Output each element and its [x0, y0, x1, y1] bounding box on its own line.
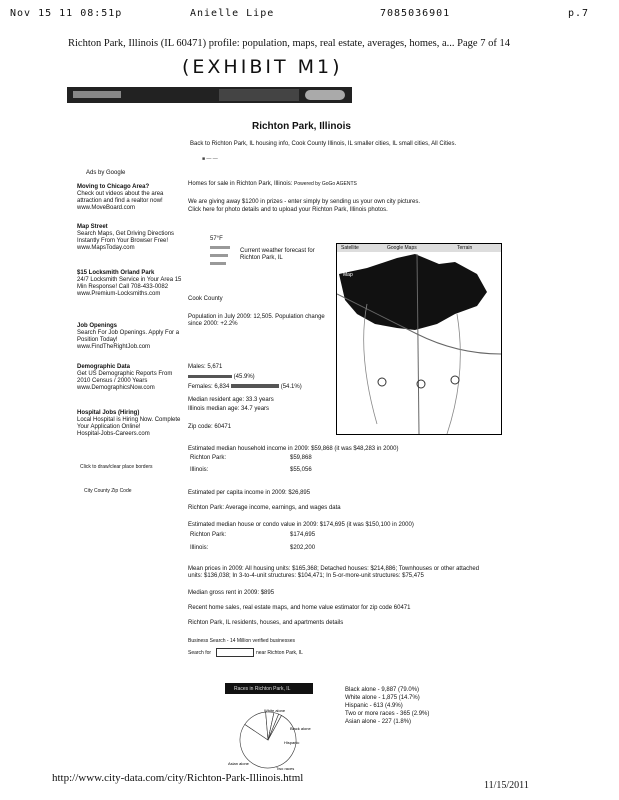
page-title: Richton Park, Illinois [252, 121, 351, 132]
ad-title[interactable]: Job Openings [77, 323, 118, 329]
map-tab-terrain[interactable]: Terrain [457, 245, 473, 251]
powered-by: Powered by GoGo AGENTS [294, 181, 357, 187]
race-chart-title: Races in Richton Park, IL [234, 686, 291, 692]
ad-item[interactable] [77, 410, 185, 438]
ad-title[interactable]: Moving to Chicago Area? [77, 184, 150, 190]
fax-sender: Anielle Lipe [190, 8, 275, 19]
business-search-label: Business Search - 14 Million verified businesses [188, 638, 295, 644]
ad-title[interactable]: Hospital Jobs (Hiring) [77, 410, 140, 416]
race-legend-item: Hispanic - 613 (4.9%) [345, 703, 403, 709]
race-legend-item: Two or more races - 365 (2.9%) [345, 711, 430, 717]
ad-title[interactable]: Map Street [77, 224, 108, 230]
hv-row-label: Illinois: [190, 545, 209, 551]
hh-row-value: $55,056 [290, 467, 312, 473]
map-graphic [337, 244, 501, 434]
highway-marker [451, 376, 459, 384]
weather-temp: 57°F [210, 236, 223, 242]
ad-url[interactable]: www.MoveBoard.com [77, 205, 136, 211]
homes-sale-text[interactable]: Homes for sale in Richton Park, Illinois: [188, 181, 293, 187]
ad-item[interactable] [77, 364, 185, 392]
search-input[interactable] [216, 648, 254, 657]
hh-row-label: Illinois: [190, 467, 209, 473]
site-header-bar [67, 87, 352, 103]
house-value-text: Estimated median house or condo value in 2009: $174,695 (it was $150,100 in 2000) [188, 522, 414, 528]
race-legend [345, 686, 429, 726]
weather-line [210, 254, 228, 257]
browser-title: Richton Park, Illinois (IL 60471) profile: population, maps, real estate, averages, homes, a... Page 7 of 14 [68, 38, 510, 49]
males-row [188, 374, 255, 381]
ad-body: Search Maps, Get Driving Directions Instantly From Your Browser Free! [77, 231, 175, 244]
county-link[interactable]: Cook County [188, 296, 223, 302]
exhibit-label: (EXHIBIT M1) [182, 56, 343, 78]
race-pie-chart [228, 700, 318, 778]
header-banner [219, 89, 299, 101]
ad-body: Check out videos about the area attraction and find a realtor now! [77, 191, 164, 204]
ad-url[interactable]: www.MapsToday.com [77, 245, 135, 251]
site-logo[interactable] [73, 91, 121, 98]
males-bar [188, 375, 232, 378]
males-pct: (45.9%) [233, 374, 255, 380]
pie-label: Asian alone [228, 761, 249, 766]
median-age-illinois: Illinois median age: 34.7 years [188, 406, 270, 412]
ad-body: Get US Demographic Reports From 2010 Census / 2000 Years [77, 371, 173, 384]
ads-by-google: Ads by Google [86, 170, 126, 176]
fax-phone: 7085036901 [380, 8, 451, 19]
median-age-resident: Median resident age: 33.3 years [188, 397, 274, 403]
ad-url[interactable]: Hospital-Jobs-Careers.com [77, 431, 150, 437]
females-text: Females: 6,834 [188, 384, 230, 390]
hv-row-label: Richton Park: [190, 532, 227, 538]
road-line [447, 314, 460, 434]
race-legend-item: Black alone - 9,887 (79.0%) [345, 687, 420, 693]
map-tab-map[interactable]: Map [343, 272, 353, 278]
footer-url: http://www.city-data.com/city/Richton-Park-Illinois.html [52, 772, 304, 784]
giveaway-text: We are giving away $1200 in prizes - enter simply by sending us your own city pictures. [188, 199, 420, 205]
household-income-text: Estimated median household income in 2009: $59,868 (it was $48,283 in 2000) [188, 446, 399, 452]
residents-link[interactable]: Richton Park, IL residents, houses, and apartments details [188, 620, 344, 626]
ad-title[interactable]: $15 Locksmith Orland Park [77, 270, 155, 276]
ad-url[interactable]: www.DemographicsNow.com [77, 385, 155, 391]
ad-body: Search For Job Openings. Apply For a Position Today! [77, 330, 180, 343]
hh-row-value: $59,868 [290, 455, 312, 461]
race-legend-item: White alone - 1,875 (14.7%) [345, 695, 420, 701]
border-options[interactable]: City County Zip Code [84, 488, 132, 494]
ad-item[interactable] [77, 224, 185, 252]
ad-item[interactable] [77, 184, 185, 212]
search-label: Search for [188, 650, 212, 656]
fax-page: p.7 [568, 8, 590, 19]
fax-date: Nov 15 11 08:51p [10, 8, 123, 19]
homes-sale-label[interactable] [188, 181, 357, 188]
nav-links[interactable]: Back to Richton Park, IL housing info, Cook County Illinois, IL smaller cities, IL small cities, All Cities. [190, 141, 457, 147]
males-text: Males: 5,671 [188, 364, 223, 370]
weather-line [210, 262, 226, 265]
rent-text: Median gross rent in 2009: $895 [188, 590, 275, 596]
map-tab-google[interactable]: Google Maps [387, 245, 417, 251]
pie-label: Black alone [290, 726, 311, 731]
ad-url[interactable]: www.Premium-Locksmiths.com [77, 291, 161, 297]
highway-marker [378, 378, 386, 386]
ad-title[interactable]: Demographic Data [77, 364, 131, 370]
zip-code[interactable]: Zip code: 60471 [188, 424, 232, 430]
ad-item[interactable] [77, 323, 185, 351]
population-text: Population in July 2009: 12,505. Population change since 2000: +2.2% [188, 314, 325, 327]
search-button[interactable] [305, 90, 345, 100]
map-note: ■ — — [202, 156, 218, 162]
ad-body: Local Hospital is Hiring Now. Complete Your Application Online! [77, 417, 181, 430]
pie-label: Two races [276, 766, 295, 771]
map-toolbar [337, 244, 501, 252]
hv-row-value: $174,695 [290, 532, 316, 538]
recent-sales-link[interactable]: Recent home sales, real estate maps, and home value estimator for zip code 60471 [188, 605, 411, 611]
search-location: near Richton Park, IL [256, 650, 303, 656]
pie-label: White alone [264, 708, 286, 713]
females-bar [231, 384, 279, 388]
map-tab-satellite[interactable]: Satellite [341, 245, 359, 251]
weather-line [210, 246, 230, 249]
city-boundary [339, 254, 487, 330]
footer-date: 11/15/2011 [484, 780, 529, 791]
city-map[interactable] [336, 243, 502, 435]
ad-url[interactable]: www.FindTheRightJob.com [77, 344, 151, 350]
wages-link[interactable]: Richton Park: Average income, earnings, and wages data [188, 505, 341, 511]
per-capita-text: Estimated per capita income in 2009: $26,895 [188, 490, 311, 496]
hv-row-value: $202,200 [290, 545, 316, 551]
weather-label[interactable]: Current weather forecast for Richton Park, IL [240, 248, 315, 261]
weather-widget [188, 236, 234, 272]
ad-body: 24/7 Locksmith Service in Your Area 15 Min Response! Call 708-433-0082 [77, 277, 182, 290]
border-toggle-link[interactable]: Click to draw/clear place borders [80, 464, 153, 470]
ad-item[interactable] [77, 270, 185, 298]
mean-prices-text: Mean prices in 2009: All housing units: $165,368; Detached houses: $214,886; Townhouses or other attached units: $136,038; In 3-to-4-unit structures: $104,471; In 5-or-more-unit structures: $75,475 [188, 566, 480, 579]
females-row [188, 384, 302, 391]
race-legend-item: Asian alone - 227 (1.8%) [345, 719, 412, 725]
females-pct: (54.1%) [280, 384, 302, 390]
hh-row-label: Richton Park: [190, 455, 227, 461]
giveaway-link[interactable]: Click here for photo details and to upload your Richton Park, Illinois photos. [188, 207, 388, 213]
pie-label: Hispanic [284, 740, 300, 745]
